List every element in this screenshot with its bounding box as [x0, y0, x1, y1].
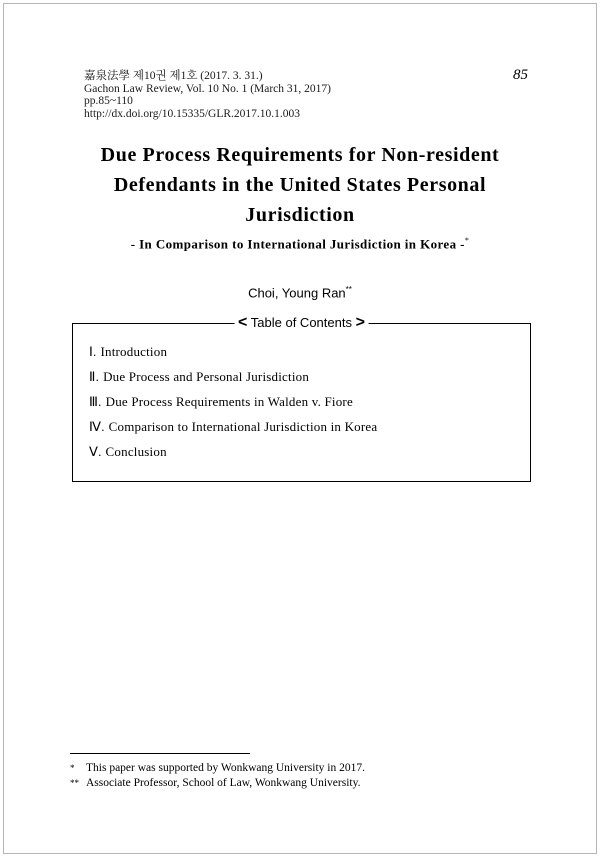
- footnote: [70, 761, 365, 776]
- toc-item-label: Comparison to International Jurisdiction in Korea: [108, 419, 378, 434]
- page-number: 85: [513, 67, 528, 83]
- author-line: [40, 285, 560, 300]
- toc-bracket-right: >: [355, 314, 365, 331]
- toc-bracket-left: <: [238, 314, 248, 331]
- toc-item-label: Due Process Requirements in Walden v. Fiore: [105, 394, 353, 409]
- footnote: [70, 776, 365, 791]
- page-range: pp.85~110: [84, 95, 133, 107]
- toc-item[interactable]: [89, 339, 377, 364]
- toc-item[interactable]: [89, 364, 377, 389]
- footnote-mark: *: [70, 763, 75, 773]
- toc-item-number: Ⅱ.: [89, 369, 100, 384]
- article-title: [40, 140, 560, 230]
- toc-item-number: Ⅳ.: [89, 419, 105, 434]
- toc-heading-text: Table of Contents: [250, 315, 352, 330]
- footnotes: [70, 761, 365, 791]
- toc-item[interactable]: [89, 389, 377, 414]
- doi-link[interactable]: http://dx.doi.org/10.15335/GLR.2017.10.1.003: [84, 107, 301, 120]
- table-of-contents: [72, 314, 531, 482]
- toc-item[interactable]: [89, 439, 377, 464]
- journal-citation-english: Gachon Law Review, Vol. 10 No. 1 (March 31, 2017): [84, 82, 331, 95]
- toc-item-number: Ⅰ.: [89, 344, 97, 359]
- footnote-text: This paper was supported by Wonkwang University in 2017.: [86, 762, 365, 774]
- toc-item-label: Due Process and Personal Jurisdiction: [103, 369, 310, 384]
- title-line-2: Defendants in the United States Personal: [113, 174, 487, 196]
- journal-citation-korean: 嘉泉法學 제10권 제1호 (2017. 3. 31.): [84, 70, 263, 82]
- footnote-mark: **: [70, 778, 79, 788]
- toc-heading: [234, 314, 369, 332]
- author-footnote-mark[interactable]: **: [345, 285, 352, 294]
- toc-item-label: Conclusion: [105, 444, 167, 459]
- footnote-text: Associate Professor, School of Law, Wonkwang University.: [86, 777, 361, 789]
- toc-item-number: Ⅴ.: [89, 444, 102, 459]
- subtitle-text: - In Comparison to International Jurisdiction in Korea -: [130, 236, 465, 252]
- toc-item[interactable]: [89, 414, 377, 439]
- toc-list: [89, 339, 377, 464]
- author-name: Choi, Young Ran: [248, 285, 346, 301]
- article-subtitle: [40, 236, 560, 252]
- toc-item-label: Introduction: [100, 344, 168, 359]
- toc-item-number: Ⅲ.: [89, 394, 102, 409]
- title-line-3: Jurisdiction: [245, 204, 355, 226]
- title-line-1: Due Process Requirements for Non-resident: [100, 144, 500, 166]
- subtitle-footnote-mark[interactable]: *: [464, 236, 470, 245]
- footnote-divider: [70, 753, 250, 754]
- journal-citation: [84, 70, 331, 120]
